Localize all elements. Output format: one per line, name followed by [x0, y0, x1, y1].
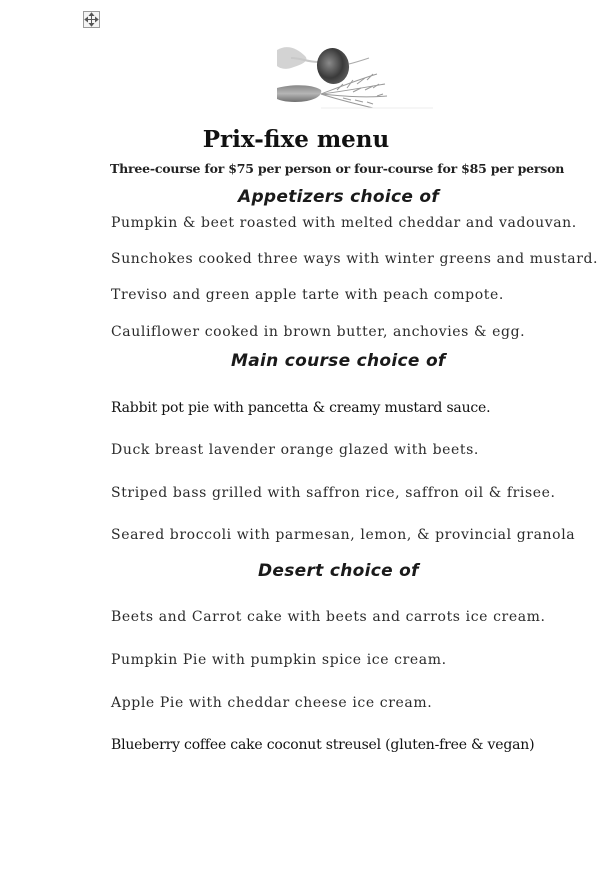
menu-item: Duck breast lavender orange glazed with beets.	[111, 442, 479, 458]
section-heading-appetizers: Appetizers choice of	[238, 187, 440, 207]
table-move-handle[interactable]	[83, 11, 100, 28]
menu-item: Sunchokes cooked three ways with winter greens and mustard.	[111, 251, 599, 267]
section-heading-desert: Desert choice of	[258, 561, 419, 581]
move-arrows-icon	[84, 12, 99, 27]
menu-item: Striped bass grilled with saffron rice, saffron oil & frisee.	[111, 485, 556, 501]
pricing-subtitle: Three-course for $75 per person or four-course for $85 per person	[110, 161, 565, 176]
menu-title: Prix-fixe menu	[202, 126, 390, 153]
menu-item: Rabbit pot pie with pancetta & creamy mustard sauce.	[111, 400, 491, 416]
menu-item: Pumpkin & beet roasted with melted cheddar and vadouvan.	[111, 215, 577, 231]
menu-item: Blueberry coffee cake coconut streusel (gluten-free & vegan)	[111, 737, 535, 753]
section-heading-main-course: Main course choice of	[231, 351, 446, 371]
menu-item: Cauliflower cooked in brown butter, anchovies & egg.	[111, 324, 526, 340]
menu-item: Seared broccoli with parmesan, lemon, & provincial granola	[111, 527, 576, 543]
menu-item: Beets and Carrot cake with beets and carrots ice cream.	[111, 609, 546, 625]
menu-item: Pumpkin Pie with pumpkin spice ice cream.	[111, 652, 447, 668]
vegetables-illustration	[277, 44, 433, 110]
menu-item: Treviso and green apple tarte with peach compote.	[111, 287, 504, 303]
menu-item: Apple Pie with cheddar cheese ice cream.	[111, 695, 433, 711]
